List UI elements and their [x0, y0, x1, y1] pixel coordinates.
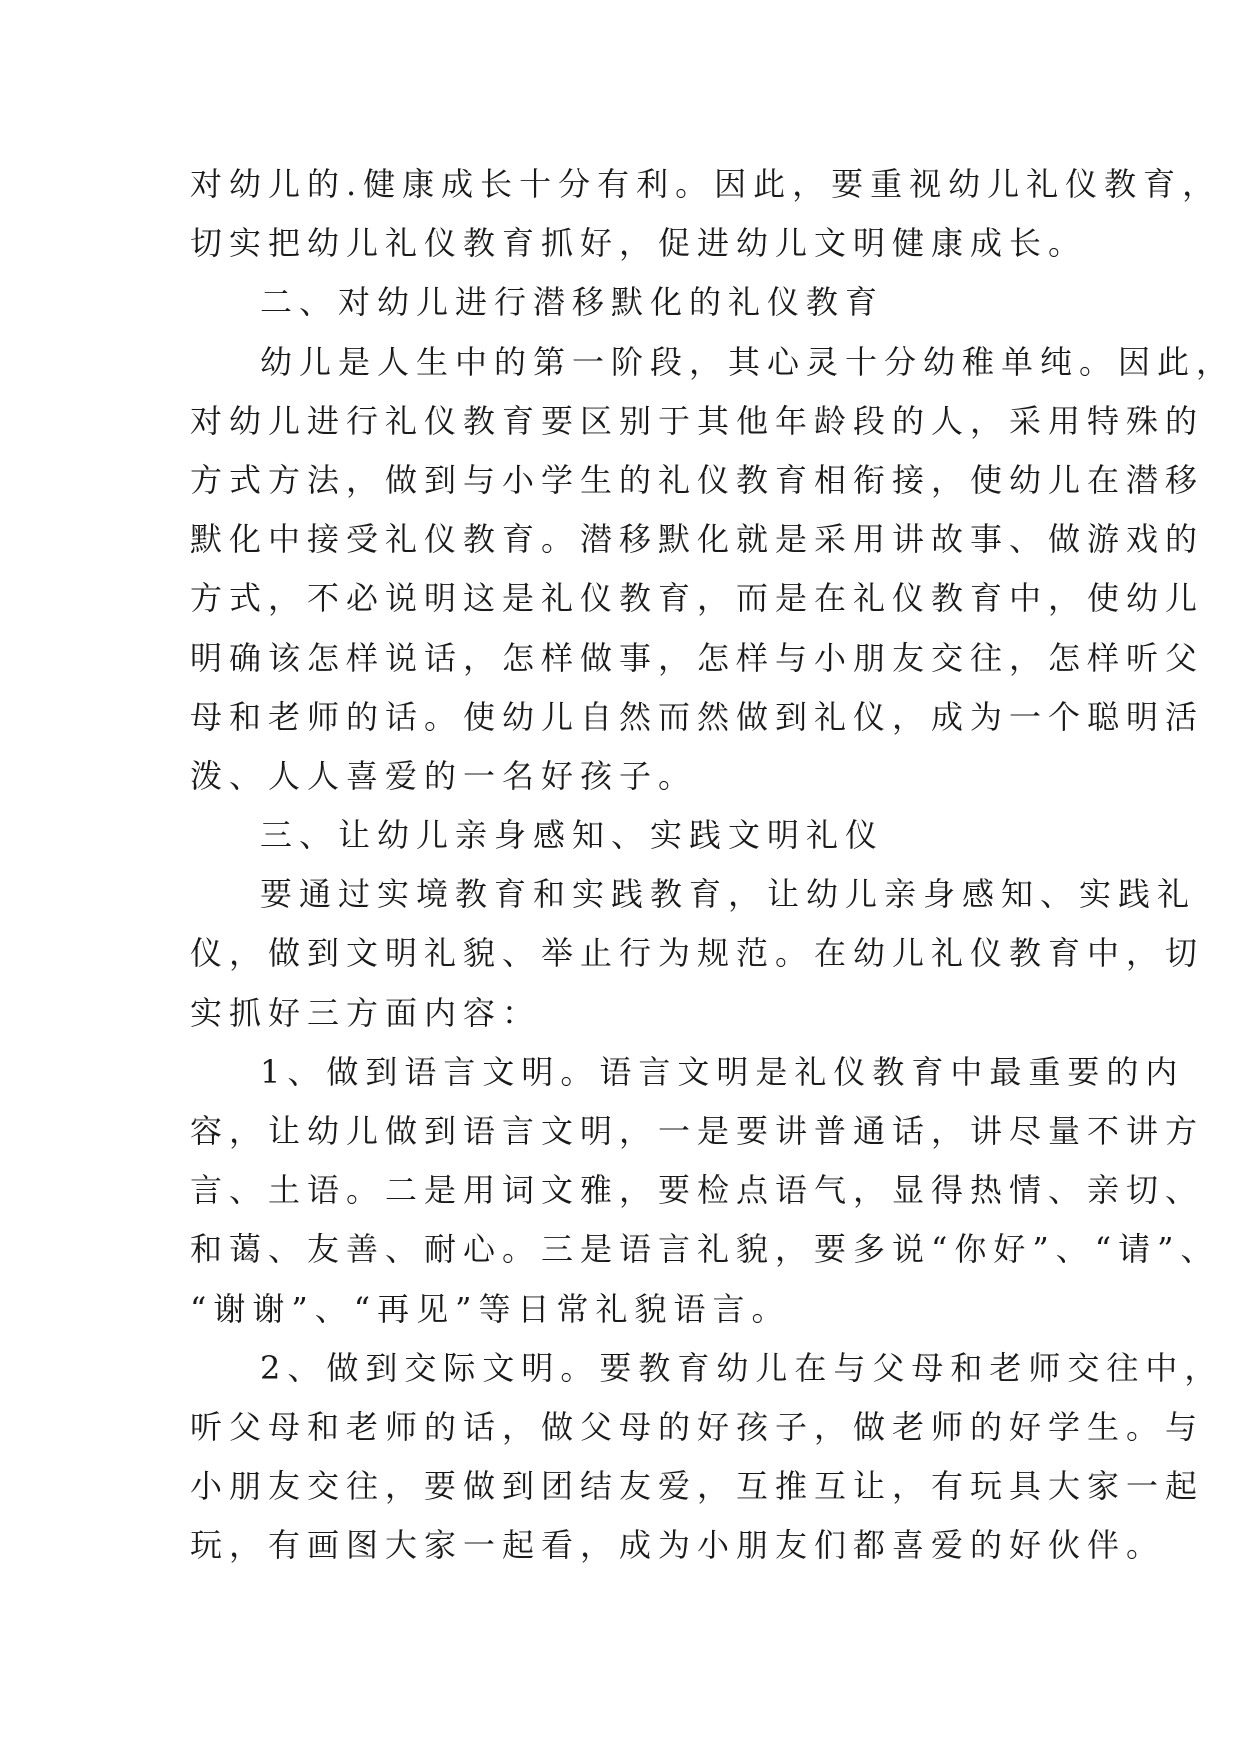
text-line: 幼儿是人生中的第一阶段，其心灵十分幼稚单纯。因此，: [260, 342, 1236, 381]
text-line: “谢谢”、“再见”等日常礼貌语言。: [190, 1289, 791, 1328]
text-line: 小朋友交往，要做到团结友爱，互推互让，有玩具大家一起: [190, 1467, 1205, 1506]
text-line: 和蔼、友善、耐心。三是语言礼貌，要多说“你好”、“请”、: [190, 1230, 1220, 1269]
text-line: 听父母和老师的话，做父母的好孩子，做老师的好学生。与: [190, 1407, 1205, 1446]
text-line: 对幼儿进行礼仪教育要区别于其他年龄段的人，采用特殊的: [190, 401, 1205, 440]
text-line: 容，让幼儿做到语言文明，一是要讲普通话，讲尽量不讲方: [190, 1112, 1205, 1150]
text-line: 母和老师的话。使幼儿自然而然做到礼仪，成为一个聪明活: [190, 697, 1205, 736]
text-line: 要通过实境教育和实践教育，让幼儿亲身感知、实践礼: [260, 875, 1197, 914]
text-line: 三、让幼儿亲身感知、实践文明礼仪: [260, 816, 885, 855]
text-line: 1、做到语言文明。语言文明是礼仪教育中最重要的内: [260, 1052, 1185, 1091]
text-line: 切实把幼儿礼仪教育抓好，促进幼儿文明健康成长。: [190, 224, 1088, 263]
text-line: 言、土语。二是用词文雅，要检点语气，显得热情、亲切、: [190, 1171, 1205, 1210]
text-line: 实抓好三方面内容：: [190, 993, 542, 1032]
text-line: 2、做到交际文明。要教育幼儿在与父母和老师交往中，: [260, 1348, 1224, 1387]
text-line: 对幼儿的.健康成长十分有利。因此，要重视幼儿礼仪教育，: [190, 165, 1222, 203]
text-line: 玩，有画图大家一起看，成为小朋友们都喜爱的好伙伴。: [190, 1526, 1166, 1565]
text-line: 仪，做到文明礼貌、举止行为规范。在幼儿礼仪教育中，切: [190, 934, 1205, 973]
text-line: 二、对幼儿进行潜移默化的礼仪教育: [260, 283, 885, 322]
text-line: 泼、人人喜爱的一名好孩子。: [190, 756, 698, 795]
text-line: 明确该怎样说话，怎样做事，怎样与小朋友交往，怎样听父: [190, 638, 1205, 677]
text-line: 方式方法，做到与小学生的礼仪教育相衔接，使幼儿在潜移: [190, 460, 1205, 499]
text-line: 方式，不必说明这是礼仪教育，而是在礼仪教育中，使幼儿: [190, 579, 1205, 618]
body-text: [190, 155, 1236, 1576]
text-line: 默化中接受礼仪教育。潜移默化就是采用讲故事、做游戏的: [190, 520, 1205, 559]
